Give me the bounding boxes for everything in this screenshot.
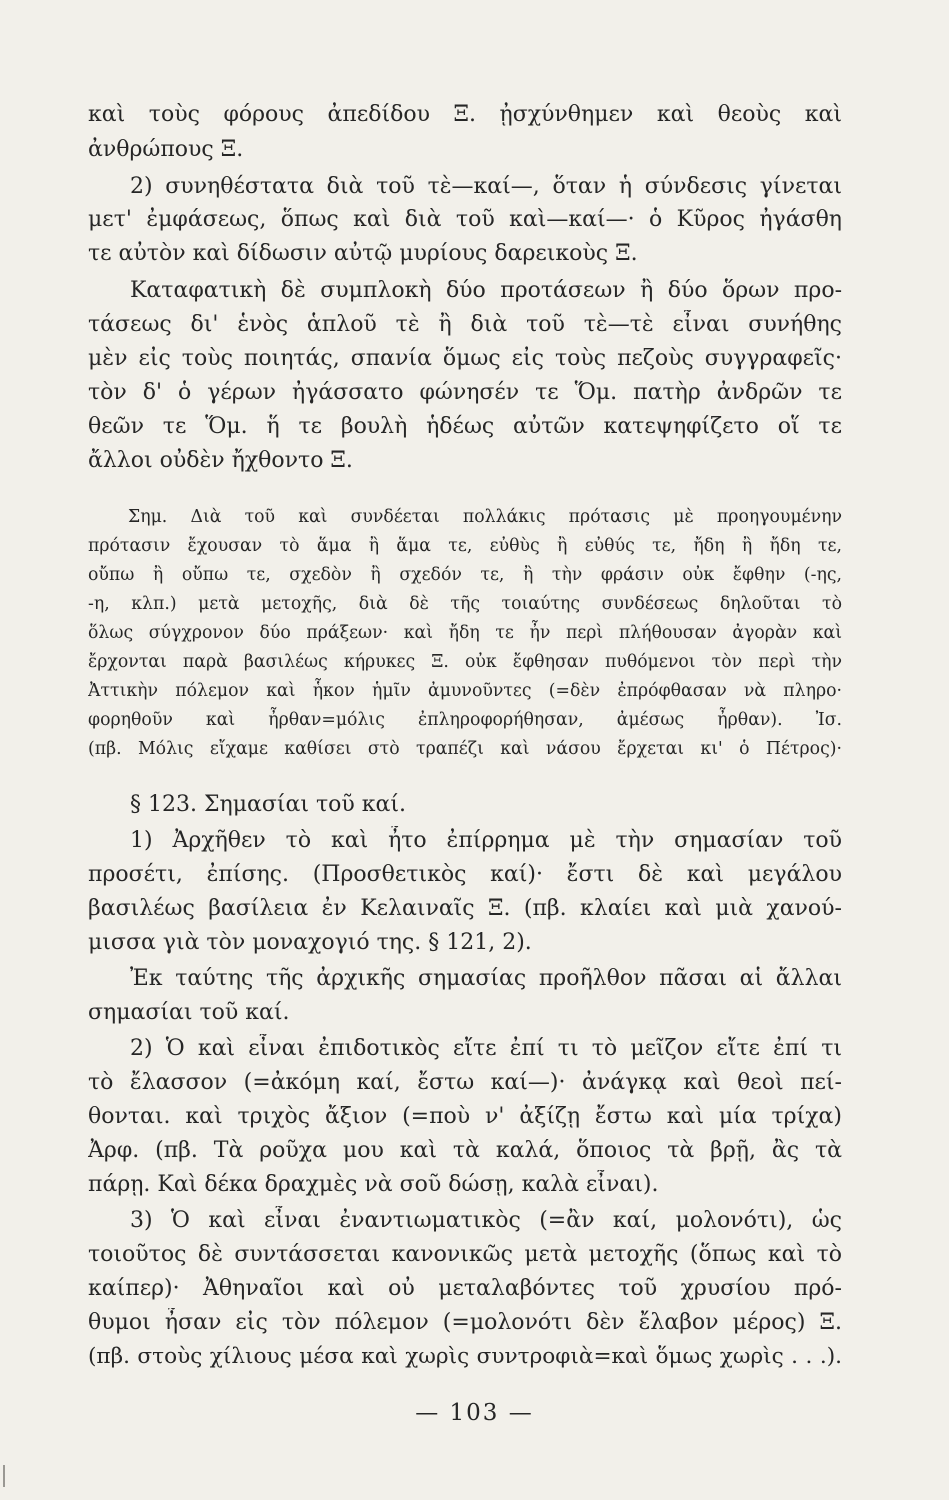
note-line: Ἀττικὴν πόλεμον καὶ ἧκον ἡμῖν ἀμυνοῦντες (=δὲν ἐπρόφθασαν νὰ πληρο·	[88, 681, 842, 701]
scan-edge-mark	[3, 1465, 5, 1487]
note-line: οὔπω ἢ οὔπω τε, σχεδὸν ἢ σχεδόν τε, ἢ τὴν φράσιν οὐκ ἔφθην (-ης,	[88, 565, 842, 585]
note-line: (πβ. Μόλις εἴχαμε καθίσει στὸ τραπέζι καὶ νάσου ἔρχεται κι' ὁ Πέτρος)·	[88, 739, 842, 759]
text-line: τάσεως δι' ἑνὸς ἁπλοῦ τὲ ἢ διὰ τοῦ τὲ—τὲ εἶναι συνήθης	[88, 312, 842, 337]
text-line: μὲν εἰς τοὺς ποιητάς, σπανία ὅμως εἰς τοὺς πεζοὺς συγγραφεῖς·	[88, 346, 842, 371]
text-line: μετ' ἐμφάσεως, ὅπως καὶ διὰ τοῦ καὶ—καί—· ὁ Κῦρος ἠγάσθη	[88, 207, 842, 232]
text-line: καὶ τοὺς φόρους ἀπεδίδου Ξ. ᾐσχύνθημεν καὶ θεοὺς καὶ	[88, 102, 842, 127]
text-line: 1) Ἀρχῆθεν τὸ καὶ ἦτο ἐπίρρημα μὲ τὴν σημασίαν τοῦ	[130, 828, 842, 853]
text-line: 2) συνηθέστατα διὰ τοῦ τὲ—καί—, ὅταν ἡ σύνδεσις γίνεται	[130, 174, 842, 199]
text-line: βασιλέως βασίλεια ἐν Κελαιναῖς Ξ. (πβ. κλαίει καὶ μιὰ χανού-	[88, 896, 842, 921]
text-line: ἄλλοι οὐδὲν ἤχθοντο Ξ.	[88, 448, 353, 473]
text-line: τοιοῦτος δὲ συντάσσεται κανονικῶς μετὰ μετοχῆς (ὅπως καὶ τὸ	[88, 1242, 842, 1267]
text-line: πάρῃ. Καὶ δέκα δραχμὲς νὰ σοῦ δώσῃ, καλὰ εἶναι).	[88, 1172, 659, 1197]
note-line: -η, κλπ.) μετὰ μετοχῆς, διὰ δὲ τῆς τοιαύτης συνδέσεως δηλοῦται τὸ	[88, 594, 842, 614]
text-line: Καταφατικὴ δὲ συμπλοκὴ δύο προτάσεων ἢ δύο ὅρων προ-	[130, 278, 842, 303]
text-line: καίπερ)· Ἀθηναῖοι καὶ οὐ μεταλαβόντες τοῦ χρυσίου πρό-	[88, 1276, 842, 1301]
text-line: 2) Ὁ καὶ εἶναι ἐπιδοτικὸς εἴτε ἐπί τι τὸ μεῖζον εἴτε ἐπί τι	[130, 1036, 842, 1061]
note-line: πρότασιν ἔχουσαν τὸ ἅμα ἢ ἅμα τε, εὐθὺς ἢ εὐθύς τε, ἤδη ἢ ἤδη τε,	[88, 536, 842, 556]
note-line: ἔρχονται παρὰ βασιλέως κήρυκες Ξ. οὐκ ἔφθησαν πυθόμενοι τὸν περὶ τὴν	[88, 652, 842, 672]
text-line: μισσα γιὰ τὸν μοναχογιό της. § 121, 2).	[88, 930, 532, 955]
text-line: Ἀρφ. (πβ. Τὰ ροῦχα μου καὶ τὰ καλά, ὅποιος τὰ βρῇ, ἂς τὰ	[88, 1138, 842, 1163]
note-line: φορηθοῦν καὶ ἦρθαν=μόλις ἐπληροφορήθησαν, ἀμέσως ἦρθαν). Ἰσ.	[88, 710, 842, 730]
section-heading: § 123. Σημασίαι τοῦ καί.	[130, 792, 406, 817]
text-line: σημασίαι τοῦ καί.	[88, 1000, 290, 1025]
text-line: θεῶν τε Ὅμ. ἥ τε βουλὴ ἡδέως αὐτῶν κατεψηφίζετο οἵ τε	[88, 414, 842, 439]
text-line: θυμοι ἦσαν εἰς τὸν πόλεμον (=μολονότι δὲν ἔλαβον μέρος) Ξ.	[88, 1310, 842, 1335]
text-line: Ἐκ ταύτης τῆς ἀρχικῆς σημασίας προῆλθον πᾶσαι αἱ ἄλλαι	[130, 966, 842, 991]
note-line: Σημ. Διὰ τοῦ καὶ συνδέεται πολλάκις πρότασις μὲ προηγουμένην	[128, 507, 842, 527]
text-line: (πβ. στοὺς χίλιους μέσα καὶ χωρὶς συντροφιὰ=καὶ ὅμως χωρὶς . . .).	[88, 1344, 842, 1369]
text-line: τὸν δ' ὁ γέρων ἠγάσσατο φώνησέν τε Ὅμ. πατὴρ ἀνδρῶν τε	[88, 380, 842, 405]
text-line: προσέτι, ἐπίσης. (Προσθετικὸς καί)· ἔστι δὲ καὶ μεγάλου	[88, 862, 842, 887]
text-line: τὸ ἔλασσον (=ἀκόμη καί, ἔστω καί—)· ἀνάγκᾳ καὶ θεοὶ πεί-	[88, 1070, 842, 1095]
note-line: ὅλως σύγχρονον δύο πράξεων· καὶ ἤδη τε ἦν περὶ πλήθουσαν ἀγορὰν καὶ	[88, 623, 842, 643]
page-number: — 103 —	[415, 1400, 534, 1426]
text-line: ἀνθρώπους Ξ.	[88, 137, 244, 162]
text-line: θονται. καὶ τριχὸς ἄξιον (=ποὺ ν' ἀξίζῃ ἔστω καὶ μία τρίχα)	[88, 1104, 842, 1129]
text-line: 3) Ὁ καὶ εἶναι ἐναντιωματικὸς (=ἂν καί, μολονότι), ὡς	[130, 1208, 842, 1233]
text-line: τε αὐτὸν καὶ δίδωσιν αὐτῷ μυρίους δαρεικοὺς Ξ.	[88, 241, 638, 266]
